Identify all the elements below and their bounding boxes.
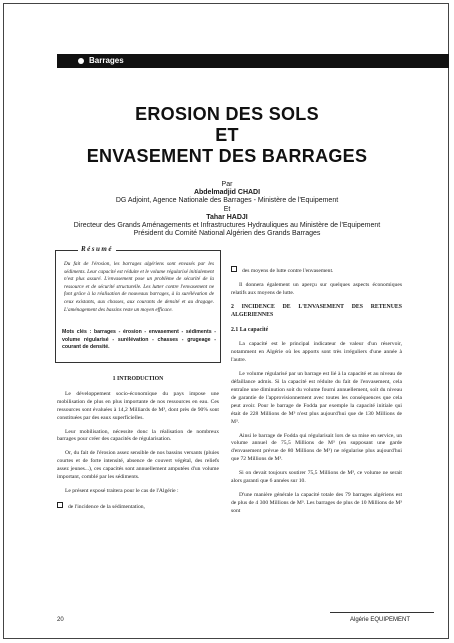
section-banner	[57, 54, 449, 68]
bullet-text: de l'incidence de la sédimentation,	[68, 503, 145, 510]
section-label: Barrages	[89, 56, 124, 65]
paragraph: Il donnera également un aperçu sur quelques aspects économiques relatifs aux moyens de lutte.	[231, 281, 402, 296]
left-column	[57, 376, 219, 518]
heading-introduction: 1 INTRODUCTION	[112, 376, 164, 382]
journal-name: Algérie EQUIPEMENT	[350, 617, 411, 623]
affiliation-1: DG Adjoint, Agence Nationale des Barrages - Ministère de l'Equipement	[115, 197, 339, 204]
checkbox-bullet-icon	[57, 502, 63, 508]
paragraph: Le volume régularisé par un barrage est lié à la capacité et au niveau de défaillance admis. Si la capacité est réduite du fait de l'envasement, cela entraîne une diminution soit du volume fourni annuellement, soit du niveau de garantie de l'approvisionnement avec toutes les conséquences que cela peut avoir. Pour le barrage de Fodda par exemple la capacité initiale qui était de 228 Millions de M³ n'est plus aujourd'hui que de 130 Millions de M³.	[231, 371, 402, 425]
paragraph: Leur mobilisation, nécessite donc la réalisation de nombreux barrages pour créer des capacités de régularisation.	[57, 428, 219, 443]
paragraph: D'une manière générale la capacité totale des 79 barrages algériens est de plus de 4 300 Millions de M³. Les barrages de plus de 10 Millions de M³ sont	[231, 491, 402, 514]
paragraph: Or, du fait de l'érosion assez sensible de nos bassins versants (pluies courtes et de forte intensité, absence de couvert végétal, des reliefs assez jeunes...), ces capacités sont annuellement amputées d'un volume important, comblé par les sédiments.	[57, 450, 219, 481]
paragraph: Si on devait toujours soutirer 75,5 Millions de M³, ce volume ne serait alors garanti que 6 années sur 10.	[231, 470, 402, 485]
abstract-text: Du fait de l'érosion, les barrages algériens sont envasés par les sédiments. Leur capacité est réduite et le volume régularisé initialement n'est plus assuré. L'envasement pose un problème de sécurité de la ressource et de sécurité structurelle. Les lutter contre l'envasement ne font grâce à la réalisation de nouveaux barrages, à la surélévation de ceux existants, aux chasses, aux courants de densité et au dragage. L'aménagement des bassins reste un moyen efficace.	[64, 261, 214, 313]
checkbox-bullet-icon	[231, 266, 237, 272]
heading-section-2: 2 INCIDENCE DE L'ENVASEMENT DES RETENUES ALGERIENNES	[231, 303, 402, 318]
affiliation-2a: Directeur des Grands Aménagements et Infrastructures Hydrauliques au Ministère de l'Equipement	[73, 222, 381, 229]
bullet-item	[231, 266, 402, 276]
author-2: Tahar HADJI	[206, 214, 248, 221]
footer-rule	[330, 612, 434, 613]
page-number: 20	[57, 617, 64, 623]
abstract-box	[55, 245, 221, 363]
affiliation-2b: Président du Comité National Algérien des Grands Barrages	[133, 230, 321, 237]
paragraph: La capacité est le principal indicateur de valeur d'un réservoir, notamment en Algérie où les apports sont très irréguliers d'une année à l'autre.	[231, 341, 402, 364]
bullet-text: des moyens de lutte contre l'envasement.	[242, 268, 334, 274]
title-line-3: ENVASEMENT DES BARRAGES	[86, 146, 368, 166]
byline-par: Par	[221, 181, 233, 188]
paragraph: Le présent exposé traitera pour le cas de l'Algérie :	[65, 487, 179, 494]
title-line-2: ET	[215, 125, 239, 145]
keywords: Mots clés : barrages - érosion - envasement - sédiments - volume régularisé - surélévation - chasses - grugeage - courant de densité.	[62, 329, 216, 351]
byline-et: Et	[223, 206, 231, 213]
abstract-heading: Résumé	[78, 245, 116, 253]
heading-section-2-1: 2.1 La capacité	[231, 326, 269, 333]
author-1: Abdelmadjid CHADI	[193, 189, 261, 196]
paragraph: Ainsi le barrage de Fodda qui régularisait lors de sa mise en service, un volume annuel de 75,5 Millions de M³ (en supposant une garde d'envasement prévue de 80 Millions de M³) ne régularise plus aujourd'hui que 72 Millions de M³.	[231, 432, 402, 463]
title-line-1: EROSION DES SOLS	[135, 104, 319, 124]
bullet-icon	[78, 58, 84, 64]
right-column	[231, 266, 402, 522]
bullet-item	[57, 502, 219, 512]
paragraph: Le développement socio-économique du pays impose une mobilisation de plus en plus importante de nos ressources en eau. Ces ressources sont évaluées à 14,2 Milliards de M³, dont près de 90% sont constituées par des eaux superficielles.	[57, 390, 219, 421]
